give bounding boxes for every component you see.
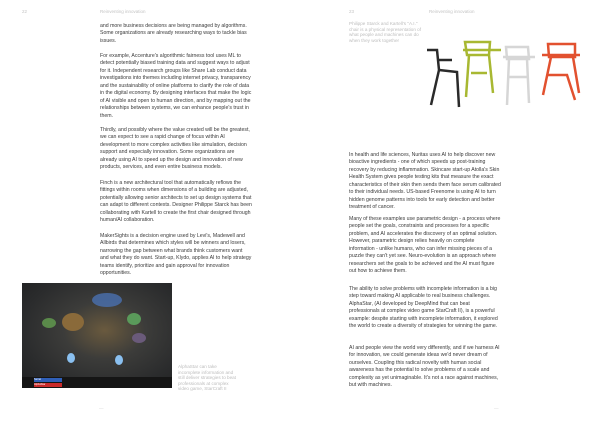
running-header: Reinventing innovation: [100, 9, 146, 14]
paragraph: AI and people view the world very differently, and if we harness AI for innovation, we could generate ideas we'd never dream of ourselves. Coupling this radical novelty with human social awareness has the potential to solve problems of a scale and complexity as yet unimaginable. It's not a race against machines, but with machines.: [349, 345, 500, 389]
paragraph: Thirdly, and possibly where the value created will be the greatest, we can expect to see a rapid change of focus within AI development to more complex activities like simulation, decision support and especially innovation. Some organizations are already using AI to speed up the design and innovation of new products, services, and even entire business models.: [100, 127, 250, 171]
right-page: [300, 0, 600, 423]
chair-green: [463, 42, 501, 97]
chair-white: [503, 47, 535, 105]
footer-mark: —: [494, 406, 499, 411]
game-hud: [22, 377, 172, 388]
paragraph: and more business decisions are being managed by algorithms. Some organizations are already researching ways to tackle bias issues.: [100, 23, 247, 44]
page-number: 22: [22, 9, 28, 14]
paragraph: Finch is a new architectural tool that automatically reflows the fittings within rooms when dimensions of a building are adjusted, potentially allowing senior architects to set up design systems that can adapt to different contexts. Designer Philippe Starck has been collaborating with Kartell to create the first chair designed through human/AI collaboration.: [100, 180, 252, 224]
running-header: Reinventing innovation: [429, 9, 475, 14]
starcraft-screenshot: [22, 283, 172, 388]
paragraph: MakerSights is a decision engine used by Levi's, Madewell and Allbirds that determines which styles will be winners and losers, narrowing the gap between what brands think customers want and what they do want. Start-up, Klydo, applies AI to help strategy teams identify, prioritize and gain approval for innovation opportunities.: [100, 233, 252, 277]
footer-mark: —: [99, 406, 104, 411]
page-number: 23: [349, 9, 355, 14]
player-red: AlphaStar: [34, 383, 62, 387]
paragraph: In health and life sciences, Nuritas uses AI to help discover new bioactive ingredients - one of which speeds up post-training recovery by reducing inflammation. Skincare start-up Atolla's Skin Health System gives people testing kits that measure the exact characteristics of their skin then sends them face serum calibrated to their individual needs. US-based Freenome is using AI to turn hidden genome patterns into tools for early detection and better treatment of cancer.: [349, 152, 501, 211]
image-caption: Philippe Starck and Kartell's "A.I." chair is a physical representation of what people and machines can do when they work together: [349, 21, 422, 43]
image-caption: AlphaStar can take incomplete information and still deliver strategies to beat professionals at complex video game, StarCraft II: [178, 364, 236, 392]
chairs-photo: [417, 15, 587, 130]
paragraph: For example, Accenture's algorithmic fairness tool uses ML to detect potentially biased training data and suggest ways to adjust for it. Independent research groups like Share Lab conduct data investigations into themes including internet privacy, transparency and the sustainability of online platforms to clarify the role of data in the digital economy. By designing interfaces that make the logic of AI visible and open to human direction, and by mapping out the relationships between systems, we can enhance people's trust in them.: [100, 53, 252, 119]
chair-orange: [542, 44, 580, 100]
player-blue: Serral: [34, 378, 62, 382]
paragraph: Many of these examples use parametric design - a process where people set the goals, constraints and processes for a specific problem, and AI accelerates the discovery of an optimal solution. However, parametric design relies heavily on complete information - unlike humans, who can infer missing pieces of a puzzle they can't yet see. Neuro-evolution is an approach where researchers set the goals to be achieved and the AI must figure out how to achieve them.: [349, 216, 501, 275]
chair-black: [427, 50, 459, 107]
paragraph: The ability to solve problems with incomplete information is a big step toward making AI applicable to real business challenges. AlphaStar, (AI developed by DeepMind that can beat professionals at complex video game StarCraft II), is a powerful example: despite starting with incomplete information, it explored the world to create a diversity of strategies for winning the game.: [349, 286, 498, 330]
